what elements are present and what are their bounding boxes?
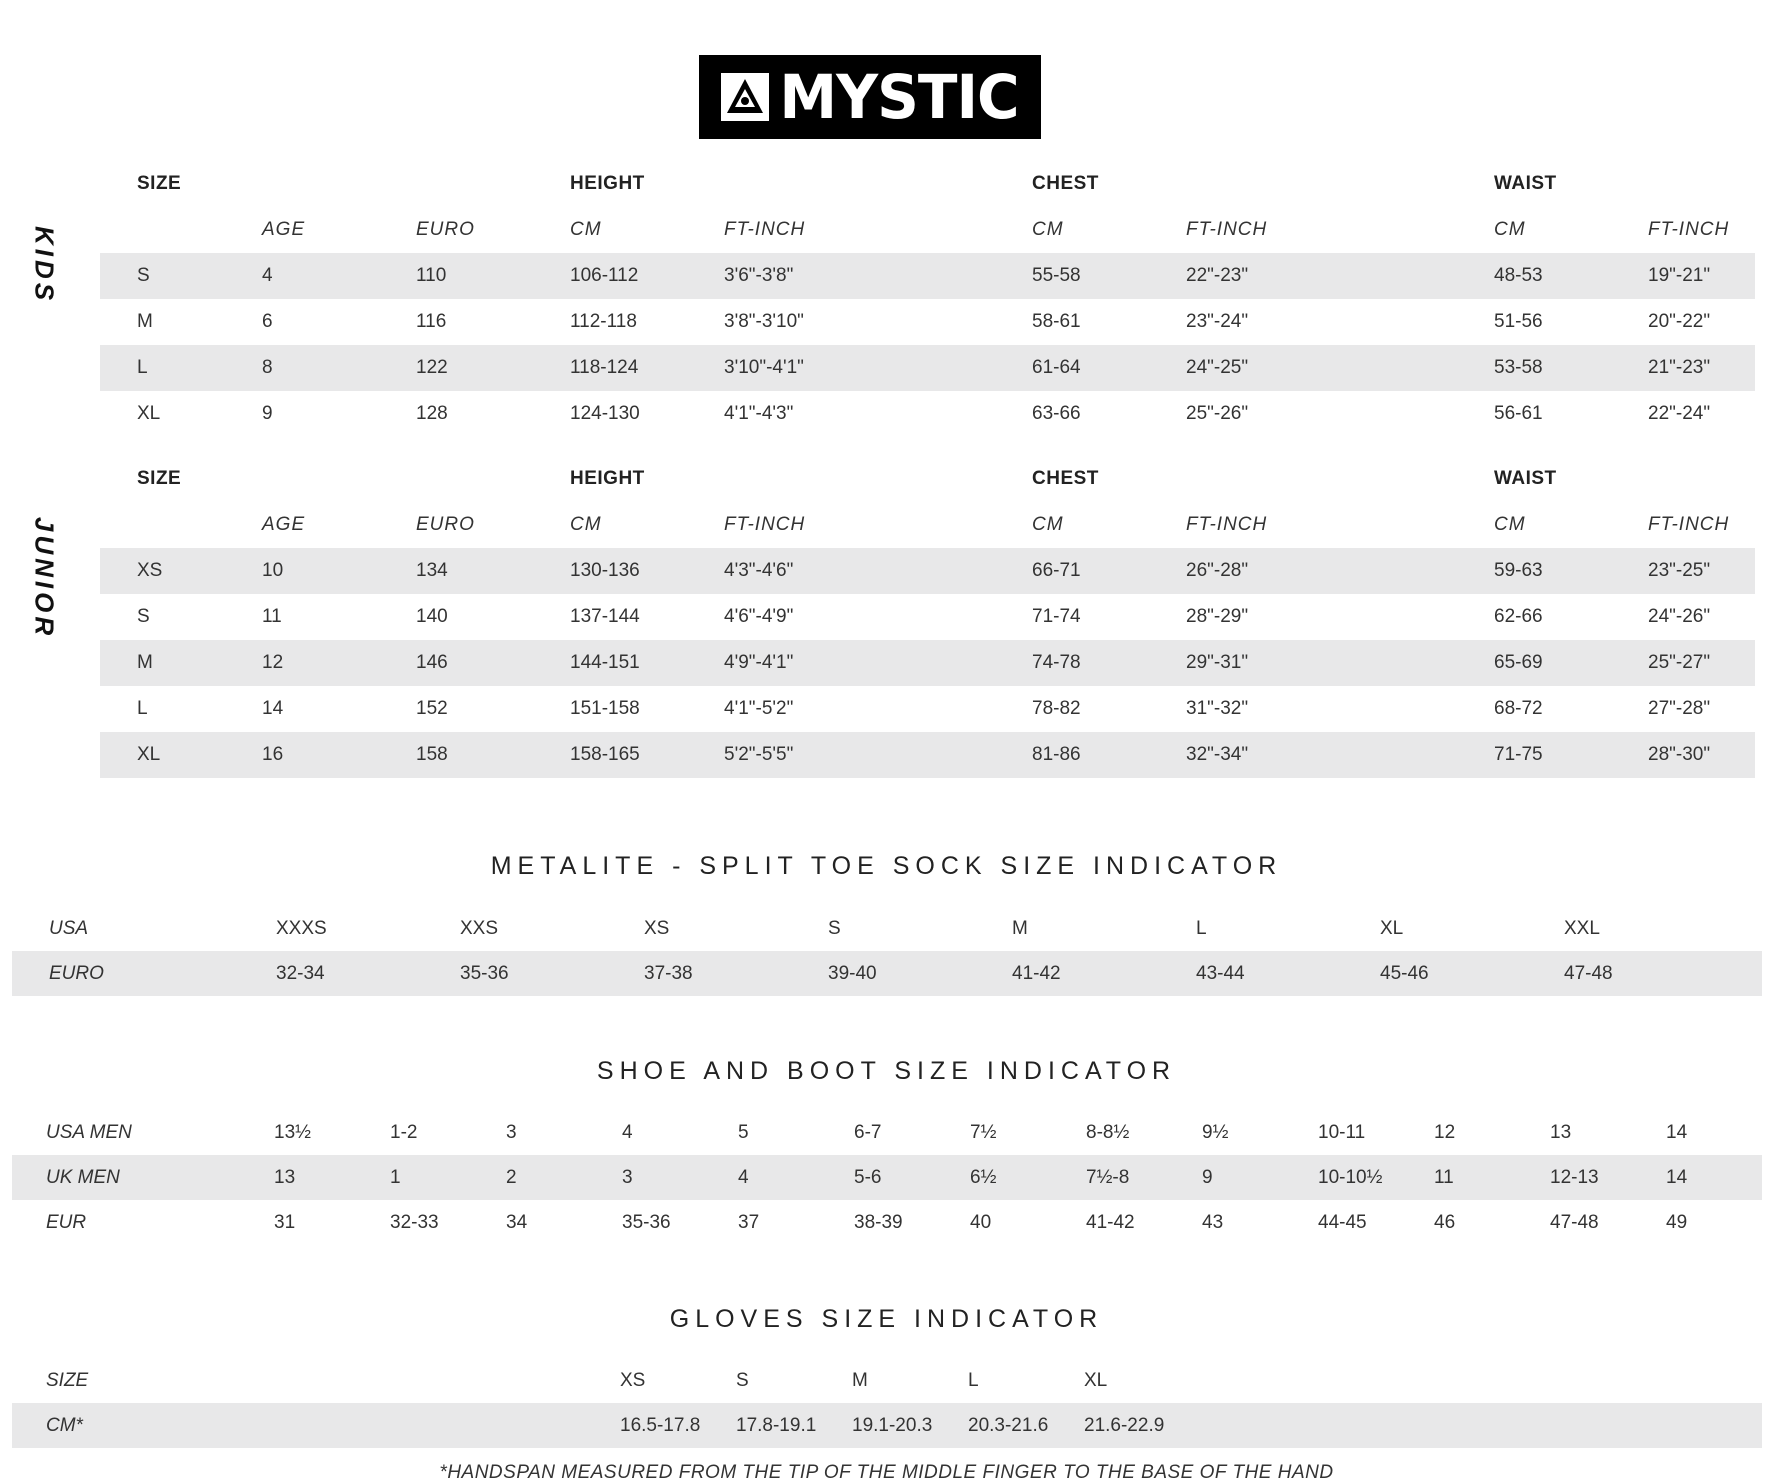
- junior-cell: 140: [416, 606, 448, 627]
- kids-cell: M: [137, 311, 153, 332]
- junior-cell: 14: [262, 698, 284, 719]
- kids-cell: 124-130: [570, 403, 640, 424]
- sock-cell: 47-48: [1564, 963, 1613, 984]
- gloves-cell: L: [968, 1370, 979, 1391]
- table-row: [12, 1403, 1762, 1448]
- kids-subheader: CM: [570, 219, 602, 240]
- gloves-cell: M: [852, 1370, 868, 1391]
- kids-cell: S: [137, 265, 150, 286]
- shoe-cell: 5-6: [854, 1167, 882, 1188]
- junior-cell: 59-63: [1494, 560, 1543, 581]
- junior-cell: 81-86: [1032, 744, 1081, 765]
- gloves-row-label: CM*: [46, 1415, 83, 1436]
- shoe-cell: 34: [506, 1212, 528, 1233]
- junior-cell: 32"-34": [1186, 744, 1249, 765]
- junior-cell: 151-158: [570, 698, 640, 719]
- kids-group-header: CHEST: [1032, 173, 1099, 194]
- kids-cell: 106-112: [570, 265, 639, 286]
- kids-cell: 122: [416, 357, 448, 378]
- kids-cell: 19"-21": [1648, 265, 1711, 286]
- kids-subheader: EURO: [416, 219, 475, 240]
- shoe-cell: 9½: [1202, 1122, 1229, 1143]
- kids-cell: 55-58: [1032, 265, 1081, 286]
- shoe-cell: 46: [1434, 1212, 1456, 1233]
- shoe-cell: 44-45: [1318, 1212, 1367, 1233]
- junior-cell: XL: [137, 744, 161, 765]
- junior-cell: 144-151: [570, 652, 640, 673]
- shoe-cell: 13: [1550, 1122, 1572, 1143]
- shoe-cell: 1-2: [390, 1122, 418, 1143]
- kids-group-header: HEIGHT: [570, 173, 645, 194]
- junior-cell: 74-78: [1032, 652, 1081, 673]
- brand-name: MYSTIC: [779, 61, 1019, 133]
- junior-group-header: CHEST: [1032, 468, 1099, 489]
- kids-subheader: CM: [1032, 219, 1064, 240]
- sock-cell: S: [828, 918, 841, 939]
- gloves-cell: XS: [620, 1370, 646, 1391]
- kids-cell: 128: [416, 403, 448, 424]
- sock-cell: M: [1012, 918, 1028, 939]
- table-row: [12, 951, 1762, 996]
- kids-subheader: FT-INCH: [724, 219, 806, 240]
- table-row: [12, 1200, 1762, 1245]
- kids-cell: 8: [262, 357, 273, 378]
- junior-cell: 146: [416, 652, 448, 673]
- brand-mark-icon: [721, 73, 769, 121]
- shoe-cell: 8-8½: [1086, 1122, 1130, 1143]
- junior-cell: 62-66: [1494, 606, 1543, 627]
- junior-subheader: CM: [1494, 514, 1526, 535]
- table-row: [12, 1155, 1762, 1200]
- gloves-footnote: *HANDSPAN MEASURED FROM THE TIP OF THE MIDDLE FINGER TO THE BASE OF THE HAND: [439, 1462, 1334, 1483]
- sock-size-table: [12, 906, 1762, 996]
- shoe-cell: 10-10½: [1318, 1167, 1383, 1188]
- kids-cell: 116: [416, 311, 447, 332]
- kids-cell: 24"-25": [1186, 357, 1249, 378]
- kids-cell: 22"-23": [1186, 265, 1249, 286]
- kids-cell: 53-58: [1494, 357, 1543, 378]
- gloves-section-title: GLOVES SIZE INDICATOR: [669, 1305, 1104, 1333]
- shoe-cell: 10-11: [1318, 1122, 1366, 1143]
- kids-size-table: [100, 161, 1755, 437]
- shoe-cell: 41-42: [1086, 1212, 1135, 1233]
- kids-cell: 61-64: [1032, 357, 1081, 378]
- table-row: [12, 1358, 1762, 1403]
- shoe-cell: 7½: [970, 1122, 997, 1143]
- kids-subheader: FT-INCH: [1186, 219, 1268, 240]
- table-row: [100, 253, 1755, 299]
- shoe-cell: 32-33: [390, 1212, 439, 1233]
- shoe-cell: 37: [738, 1212, 760, 1233]
- junior-side-label: JUNIOR: [29, 516, 60, 640]
- table-row: [12, 906, 1762, 951]
- junior-group-header-row: [100, 456, 1755, 502]
- kids-cell: 110: [416, 265, 447, 286]
- junior-cell: 71-75: [1494, 744, 1543, 765]
- shoe-cell: 14: [1666, 1122, 1688, 1143]
- kids-cell: 51-56: [1494, 311, 1543, 332]
- kids-cell: 9: [262, 403, 273, 424]
- junior-cell: 4'3"-4'6": [724, 560, 794, 581]
- kids-cell: 63-66: [1032, 403, 1081, 424]
- gloves-cell: 17.8-19.1: [736, 1415, 817, 1436]
- junior-subheader: FT-INCH: [1648, 514, 1730, 535]
- kids-cell: 22"-24": [1648, 403, 1711, 424]
- junior-cell: 68-72: [1494, 698, 1543, 719]
- kids-side-label: KIDS: [29, 225, 60, 305]
- junior-subheader-row: [100, 502, 1755, 548]
- sock-cell: XL: [1380, 918, 1404, 939]
- kids-cell: 4'1"-4'3": [724, 403, 794, 424]
- junior-cell: 158: [416, 744, 448, 765]
- gloves-cell: 19.1-20.3: [852, 1415, 933, 1436]
- junior-cell: 23"-25": [1648, 560, 1711, 581]
- table-row: [100, 640, 1755, 686]
- sock-cell: 32-34: [276, 963, 325, 984]
- junior-cell: S: [137, 606, 150, 627]
- kids-cell: 3'8"-3'10": [724, 311, 804, 332]
- sock-cell: XS: [644, 918, 670, 939]
- gloves-cell: 16.5-17.8: [620, 1415, 701, 1436]
- junior-cell: 26"-28": [1186, 560, 1249, 581]
- shoe-cell: 13: [274, 1167, 296, 1188]
- junior-cell: 12: [262, 652, 284, 673]
- shoe-cell: 7½-8: [1086, 1167, 1130, 1188]
- shoe-cell: 31: [274, 1212, 296, 1233]
- junior-cell: 5'2"-5'5": [724, 744, 794, 765]
- junior-cell: 134: [416, 560, 448, 581]
- kids-cell: 48-53: [1494, 265, 1543, 286]
- sock-cell: XXS: [460, 918, 499, 939]
- kids-cell: 3'6"-3'8": [724, 265, 794, 286]
- junior-cell: 4'1"-5'2": [724, 698, 794, 719]
- sock-cell: 45-46: [1380, 963, 1429, 984]
- gloves-size-table: [12, 1358, 1762, 1448]
- junior-cell: 24"-26": [1648, 606, 1711, 627]
- kids-cell: 56-61: [1494, 403, 1543, 424]
- shoe-cell: 13½: [274, 1122, 311, 1143]
- shoe-cell: 1: [390, 1167, 401, 1188]
- shoe-cell: 14: [1666, 1167, 1688, 1188]
- kids-group-header: WAIST: [1494, 173, 1557, 194]
- kids-cell: 112-118: [570, 311, 637, 332]
- junior-cell: 130-136: [570, 560, 640, 581]
- shoe-cell: 11: [1434, 1167, 1454, 1188]
- sock-cell: 41-42: [1012, 963, 1061, 984]
- gloves-cell: 20.3-21.6: [968, 1415, 1049, 1436]
- kids-subheader: FT-INCH: [1648, 219, 1730, 240]
- kids-cell: 23"-24": [1186, 311, 1249, 332]
- shoe-cell: 5: [738, 1122, 749, 1143]
- sock-cell: 39-40: [828, 963, 877, 984]
- shoe-section-title: SHOE AND BOOT SIZE INDICATOR: [596, 1057, 1177, 1085]
- sock-row-label: USA: [49, 918, 89, 939]
- junior-cell: 65-69: [1494, 652, 1543, 673]
- sock-row-label: EURO: [49, 963, 104, 984]
- shoe-size-table: [12, 1110, 1762, 1245]
- gloves-row-label: SIZE: [46, 1370, 89, 1391]
- shoe-cell: 9: [1202, 1167, 1213, 1188]
- table-row: [12, 1110, 1762, 1155]
- junior-cell: XS: [137, 560, 163, 581]
- sock-cell: XXL: [1564, 918, 1600, 939]
- junior-cell: 158-165: [570, 744, 640, 765]
- mystic-logo: [699, 55, 1041, 139]
- junior-cell: 4'6"-4'9": [724, 606, 794, 627]
- kids-group-header-row: [100, 161, 1755, 207]
- junior-cell: M: [137, 652, 153, 673]
- shoe-cell: 12-13: [1550, 1167, 1599, 1188]
- junior-subheader: FT-INCH: [1186, 514, 1268, 535]
- sock-section-title: METALITE - SPLIT TOE SOCK SIZE INDICATOR: [490, 852, 1283, 880]
- shoe-cell: 3: [506, 1122, 517, 1143]
- table-row: [100, 686, 1755, 732]
- shoe-row-label: EUR: [46, 1212, 87, 1233]
- kids-cell: 118-124: [570, 357, 639, 378]
- junior-subheader: FT-INCH: [724, 514, 806, 535]
- junior-cell: 66-71: [1032, 560, 1081, 581]
- table-row: [100, 594, 1755, 640]
- kids-cell: 20"-22": [1648, 311, 1711, 332]
- kids-cell: 6: [262, 311, 273, 332]
- junior-cell: 27"-28": [1648, 698, 1711, 719]
- junior-cell: 10: [262, 560, 284, 581]
- junior-cell: 28"-30": [1648, 744, 1711, 765]
- kids-group-header: SIZE: [137, 173, 182, 194]
- junior-group-header: HEIGHT: [570, 468, 645, 489]
- shoe-cell: 35-36: [622, 1212, 671, 1233]
- junior-subheader: CM: [570, 514, 602, 535]
- kids-subheader-row: [100, 207, 1755, 253]
- kids-cell: 21"-23": [1648, 357, 1711, 378]
- kids-cell: XL: [137, 403, 161, 424]
- shoe-cell: 2: [506, 1167, 517, 1188]
- junior-cell: 29"-31": [1186, 652, 1249, 673]
- kids-cell: 4: [262, 265, 273, 286]
- shoe-cell: 3: [622, 1167, 633, 1188]
- junior-cell: 16: [262, 744, 284, 765]
- sock-cell: 35-36: [460, 963, 509, 984]
- junior-subheader: AGE: [262, 514, 306, 535]
- table-row: [100, 299, 1755, 345]
- table-row: [100, 345, 1755, 391]
- junior-cell: 31"-32": [1186, 698, 1249, 719]
- junior-cell: 71-74: [1032, 606, 1081, 627]
- table-row: [100, 732, 1755, 778]
- sock-cell: 43-44: [1196, 963, 1245, 984]
- junior-cell: L: [137, 698, 148, 719]
- junior-cell: 11: [262, 606, 282, 627]
- junior-size-table: [100, 456, 1755, 778]
- shoe-cell: 38-39: [854, 1212, 903, 1233]
- junior-cell: 4'9"-4'1": [724, 652, 794, 673]
- sock-cell: 37-38: [644, 963, 693, 984]
- junior-cell: 78-82: [1032, 698, 1081, 719]
- junior-group-header: WAIST: [1494, 468, 1557, 489]
- shoe-cell: 12: [1434, 1122, 1456, 1143]
- table-row: [100, 391, 1755, 437]
- table-row: [100, 548, 1755, 594]
- shoe-cell: 4: [738, 1167, 749, 1188]
- kids-cell: L: [137, 357, 148, 378]
- junior-cell: 137-144: [570, 606, 640, 627]
- junior-cell: 25"-27": [1648, 652, 1711, 673]
- junior-cell: 28"-29": [1186, 606, 1249, 627]
- sock-cell: L: [1196, 918, 1207, 939]
- kids-cell: 3'10"-4'1": [724, 357, 804, 378]
- gloves-cell: S: [736, 1370, 749, 1391]
- junior-subheader: EURO: [416, 514, 475, 535]
- sock-cell: XXXS: [276, 918, 327, 939]
- kids-subheader: CM: [1494, 219, 1526, 240]
- shoe-cell: 49: [1666, 1212, 1688, 1233]
- shoe-row-label: USA MEN: [46, 1122, 132, 1143]
- kids-subheader: AGE: [262, 219, 306, 240]
- shoe-cell: 43: [1202, 1212, 1224, 1233]
- shoe-cell: 47-48: [1550, 1212, 1599, 1233]
- junior-subheader: CM: [1032, 514, 1064, 535]
- kids-cell: 25"-26": [1186, 403, 1249, 424]
- gloves-cell: XL: [1084, 1370, 1108, 1391]
- kids-cell: 58-61: [1032, 311, 1081, 332]
- shoe-cell: 40: [970, 1212, 992, 1233]
- junior-cell: 152: [416, 698, 448, 719]
- shoe-cell: 4: [622, 1122, 633, 1143]
- gloves-cell: 21.6-22.9: [1084, 1415, 1165, 1436]
- shoe-cell: 6-7: [854, 1122, 882, 1143]
- junior-group-header: SIZE: [137, 468, 182, 489]
- shoe-row-label: UK MEN: [46, 1167, 120, 1188]
- shoe-cell: 6½: [970, 1167, 997, 1188]
